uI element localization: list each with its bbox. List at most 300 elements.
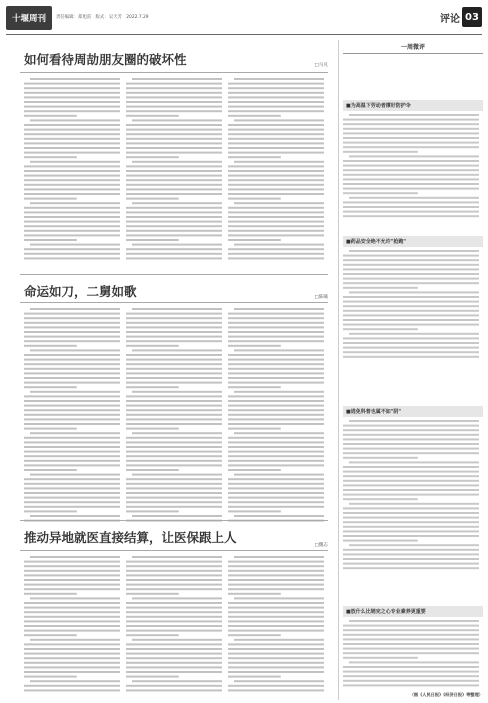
text-line [349, 114, 479, 116]
text-line [126, 138, 222, 140]
text-line [234, 244, 324, 246]
text-line [126, 179, 222, 181]
text-line [30, 474, 120, 476]
text-line [24, 501, 120, 503]
text-line [126, 455, 222, 457]
text-line [343, 296, 479, 298]
text-line [228, 455, 324, 457]
text-line [343, 684, 479, 686]
text-line [24, 565, 120, 567]
text-line [126, 418, 222, 420]
article-2-author-name: 陈曦 [318, 295, 328, 300]
text-line [343, 675, 479, 677]
text-line [24, 386, 77, 388]
text-line [343, 259, 479, 261]
text-line [228, 570, 324, 572]
text-line [343, 652, 479, 654]
text-line [228, 400, 324, 402]
text-line [234, 161, 324, 163]
text-line [24, 611, 120, 613]
text-line [132, 349, 222, 351]
text-line [343, 268, 479, 270]
text-line [228, 666, 324, 668]
text-line [228, 483, 324, 485]
text-line [126, 101, 222, 103]
text-line [126, 469, 179, 471]
text-line [132, 161, 222, 163]
text-line [126, 83, 222, 85]
text-line [228, 593, 281, 595]
text-line [228, 630, 324, 632]
text-line [343, 643, 479, 645]
text-line [126, 326, 222, 328]
text-line [126, 133, 222, 135]
text-line [228, 326, 324, 328]
article-1-text-lines [24, 78, 324, 264]
text-line [30, 349, 120, 351]
sidebar-item-2-title: ■药品安全绝不允许"抢跑" [343, 236, 483, 247]
sidebar-source: （据《人民日报》《经济日报》等整理） [409, 692, 483, 697]
text-line [24, 340, 120, 342]
article-1 [20, 48, 328, 268]
text-line [343, 356, 479, 358]
text-line [126, 395, 222, 397]
text-line [228, 359, 324, 361]
text-line [24, 625, 120, 627]
text-line [228, 83, 324, 85]
text-line [126, 588, 222, 590]
text-line [24, 689, 120, 691]
text-line [132, 432, 222, 434]
text-line [228, 96, 324, 98]
text-line [126, 423, 222, 425]
text-line [126, 115, 179, 117]
text-line [126, 124, 222, 126]
text-line [24, 570, 120, 572]
text-line [126, 501, 222, 503]
sidebar-item-3 [343, 406, 483, 570]
text-line [228, 133, 324, 135]
text-line [228, 239, 281, 241]
text-line [343, 328, 418, 330]
text-line [126, 331, 222, 333]
text-line [30, 161, 120, 163]
text-line [24, 584, 120, 586]
text-line [234, 515, 324, 517]
text-line [228, 428, 281, 430]
text-line [126, 96, 222, 98]
text-line [30, 308, 120, 310]
text-line [126, 175, 222, 177]
text-line [228, 607, 324, 609]
text-line [234, 119, 324, 121]
text-line [349, 333, 479, 335]
text-line [343, 188, 479, 190]
text-line [234, 202, 324, 204]
article-3-top-rule [20, 520, 328, 521]
sidebar-item-3-title: ■逃免科普也属不如"阴" [343, 406, 483, 417]
masthead-rule [6, 34, 482, 35]
text-line [126, 671, 222, 673]
text-line [126, 106, 222, 108]
text-line [24, 239, 77, 241]
text-line [126, 363, 222, 365]
text-line [343, 657, 418, 659]
text-line [24, 234, 120, 236]
text-line [228, 207, 324, 209]
text-line [228, 234, 324, 236]
text-line [349, 250, 479, 252]
text-line [228, 588, 324, 590]
text-line [126, 653, 222, 655]
text-line [228, 138, 324, 140]
text-line [126, 317, 222, 319]
text-line [343, 314, 479, 316]
text-line [228, 506, 324, 508]
text-line [24, 561, 120, 563]
text-line [24, 138, 120, 140]
paper-name: 十堰周刊 [11, 14, 46, 24]
text-line [228, 345, 281, 347]
text-line [126, 414, 222, 416]
text-line [228, 170, 324, 172]
text-line [228, 634, 281, 636]
text-line [228, 469, 281, 471]
text-line [349, 620, 479, 622]
text-line [126, 602, 222, 604]
text-line [228, 372, 324, 374]
text-line [132, 639, 222, 641]
masthead [0, 0, 488, 36]
text-line [343, 443, 479, 445]
text-line [234, 680, 324, 682]
text-line [228, 414, 324, 416]
text-line [126, 478, 222, 480]
text-line [228, 147, 324, 149]
text-line [228, 386, 281, 388]
text-line [343, 512, 479, 514]
text-line [343, 434, 479, 436]
sidebar [338, 40, 484, 700]
text-line [228, 620, 324, 622]
text-line [24, 451, 120, 453]
text-line [126, 170, 222, 172]
article-3-author-name: 魏志 [318, 543, 328, 548]
text-line [24, 96, 120, 98]
text-line [343, 151, 418, 153]
text-line [24, 216, 120, 218]
text-line [228, 653, 324, 655]
editor-line: 责任编辑：郑旭雷 版式：吴天芳 2022.7.29 [56, 15, 149, 20]
text-line [349, 461, 479, 463]
article-3 [20, 520, 328, 700]
text-line [228, 142, 324, 144]
text-line [126, 336, 222, 338]
text-line [126, 147, 222, 149]
text-line [132, 515, 222, 517]
article-3-title: 推动异地就医直接结算，让医保跟上人 [24, 530, 237, 545]
text-line [234, 556, 324, 558]
text-line [24, 492, 120, 494]
text-line [30, 680, 120, 682]
text-line [126, 487, 222, 489]
text-line [228, 689, 324, 691]
text-line [126, 110, 222, 112]
text-line [24, 257, 120, 259]
text-line [126, 129, 222, 131]
text-line [126, 313, 222, 315]
text-line [24, 469, 77, 471]
text-line [24, 106, 120, 108]
text-line [24, 225, 120, 227]
sidebar-item-4-title: ■放什么比销完之心专业素养更重要 [343, 606, 483, 617]
text-line [126, 630, 222, 632]
text-line [343, 206, 479, 208]
text-line [343, 119, 479, 121]
text-line [126, 561, 222, 563]
text-line [228, 657, 324, 659]
text-line [228, 184, 324, 186]
text-line [228, 336, 324, 338]
text-line [343, 507, 479, 509]
text-line [343, 567, 479, 569]
text-line [343, 498, 418, 500]
text-line [343, 132, 479, 134]
text-line [126, 216, 222, 218]
text-line [228, 643, 324, 645]
text-line [228, 561, 324, 563]
text-line [234, 391, 324, 393]
text-line [24, 685, 120, 687]
text-line [24, 382, 120, 384]
text-line [343, 563, 479, 565]
text-line [24, 607, 120, 609]
text-line [343, 457, 418, 459]
text-line [343, 484, 479, 486]
text-line [24, 253, 120, 255]
text-line [24, 593, 77, 595]
text-line [24, 616, 120, 618]
text-line [228, 101, 324, 103]
text-line [126, 184, 222, 186]
text-line [343, 553, 479, 555]
text-line [343, 169, 479, 171]
text-line [228, 363, 324, 365]
text-line [126, 685, 222, 687]
sidebar-header-label: 一周微评 [400, 44, 425, 51]
text-line [228, 685, 324, 687]
text-line [343, 273, 479, 275]
text-line [24, 193, 120, 195]
text-line [228, 175, 324, 177]
text-line [24, 620, 120, 622]
text-line [228, 625, 324, 627]
text-line [24, 129, 120, 131]
text-line [132, 78, 222, 80]
text-line [126, 579, 222, 581]
text-line [343, 201, 479, 203]
sidebar-item-1 [343, 100, 483, 224]
text-line [349, 197, 479, 199]
text-line [126, 437, 222, 439]
text-line [234, 78, 324, 80]
text-line [126, 188, 222, 190]
text-line [24, 395, 120, 397]
text-line [24, 165, 120, 167]
text-line [24, 437, 120, 439]
text-line [126, 322, 222, 324]
text-line [228, 616, 324, 618]
text-line [24, 409, 120, 411]
article-1-divider [20, 72, 328, 73]
text-line [234, 597, 324, 599]
text-line [126, 400, 222, 402]
text-line [126, 506, 222, 508]
text-line [343, 549, 479, 551]
text-line [126, 574, 222, 576]
text-line [126, 248, 222, 250]
text-line [228, 510, 281, 512]
text-line [343, 146, 479, 148]
text-line [126, 620, 222, 622]
text-line [349, 661, 479, 663]
text-line [126, 584, 222, 586]
text-line [343, 287, 418, 289]
text-line [126, 382, 222, 384]
text-line [126, 156, 179, 158]
text-line [343, 165, 479, 167]
sidebar-item-4-text [343, 620, 483, 690]
text-line [343, 123, 479, 125]
text-line [126, 593, 179, 595]
text-line [228, 368, 324, 370]
text-line [343, 466, 479, 468]
text-line [126, 428, 179, 430]
section-label: 评论 [440, 14, 460, 25]
text-line [126, 142, 222, 144]
text-line [343, 137, 479, 139]
sidebar-item-4 [343, 606, 483, 698]
text-line [228, 460, 324, 462]
text-line [228, 409, 324, 411]
text-line [24, 671, 120, 673]
text-line [126, 239, 179, 241]
text-line [349, 544, 479, 546]
text-line [343, 128, 479, 130]
text-line [24, 441, 120, 443]
text-line [126, 662, 222, 664]
text-line [126, 497, 222, 499]
text-line [24, 110, 120, 112]
text-line [126, 666, 222, 668]
article-2-title: 命运如刀，二舅如歌 [24, 284, 137, 299]
text-line [126, 446, 222, 448]
text-line [343, 452, 479, 454]
text-line [126, 510, 179, 512]
text-line [343, 174, 479, 176]
text-line [24, 175, 120, 177]
text-line [228, 565, 324, 567]
text-line [132, 680, 222, 682]
text-line [132, 556, 222, 558]
text-line [343, 282, 479, 284]
text-line [343, 517, 479, 519]
text-line [24, 156, 77, 158]
text-line [228, 451, 324, 453]
text-line [24, 588, 120, 590]
article-2-divider [20, 302, 328, 303]
text-line [343, 475, 479, 477]
text-line [234, 432, 324, 434]
text-line [24, 574, 120, 576]
text-line [24, 630, 120, 632]
text-line [349, 420, 479, 422]
text-line [24, 497, 120, 499]
text-line [24, 101, 120, 103]
text-line [24, 579, 120, 581]
sidebar-item-3-text [343, 420, 483, 570]
text-line [24, 377, 120, 379]
text-line [343, 634, 479, 636]
text-line [343, 480, 479, 482]
text-line [126, 483, 222, 485]
text-line [126, 625, 222, 627]
text-line [126, 657, 222, 659]
text-line [228, 497, 324, 499]
text-line [343, 183, 479, 185]
text-line [343, 142, 479, 144]
text-line [24, 207, 120, 209]
text-line [343, 530, 479, 532]
text-line [234, 349, 324, 351]
text-line [228, 156, 281, 158]
text-line [126, 611, 222, 613]
text-line [343, 521, 479, 523]
text-line [24, 188, 120, 190]
text-line [228, 464, 324, 466]
text-line [24, 211, 120, 213]
text-line [126, 409, 222, 411]
text-line [343, 558, 479, 560]
text-line [343, 540, 418, 542]
text-line [126, 193, 222, 195]
text-line [126, 405, 222, 407]
text-line [343, 625, 479, 627]
text-line [126, 441, 222, 443]
text-line [228, 418, 324, 420]
text-line [228, 179, 324, 181]
text-line [343, 526, 479, 528]
text-line [228, 87, 324, 89]
text-line [126, 354, 222, 356]
text-line [343, 255, 479, 257]
text-line [24, 372, 120, 374]
text-line [30, 78, 120, 80]
text-line [24, 184, 120, 186]
text-line [24, 336, 120, 338]
text-line [228, 230, 324, 232]
text-line [343, 342, 479, 344]
text-line [24, 152, 120, 154]
text-line [343, 324, 479, 326]
article-3-text-lines [24, 556, 324, 696]
text-line [126, 460, 222, 462]
text-line [24, 464, 120, 466]
paper-name-badge [6, 6, 52, 30]
text-line [24, 460, 120, 462]
text-line [24, 648, 120, 650]
text-line [30, 432, 120, 434]
